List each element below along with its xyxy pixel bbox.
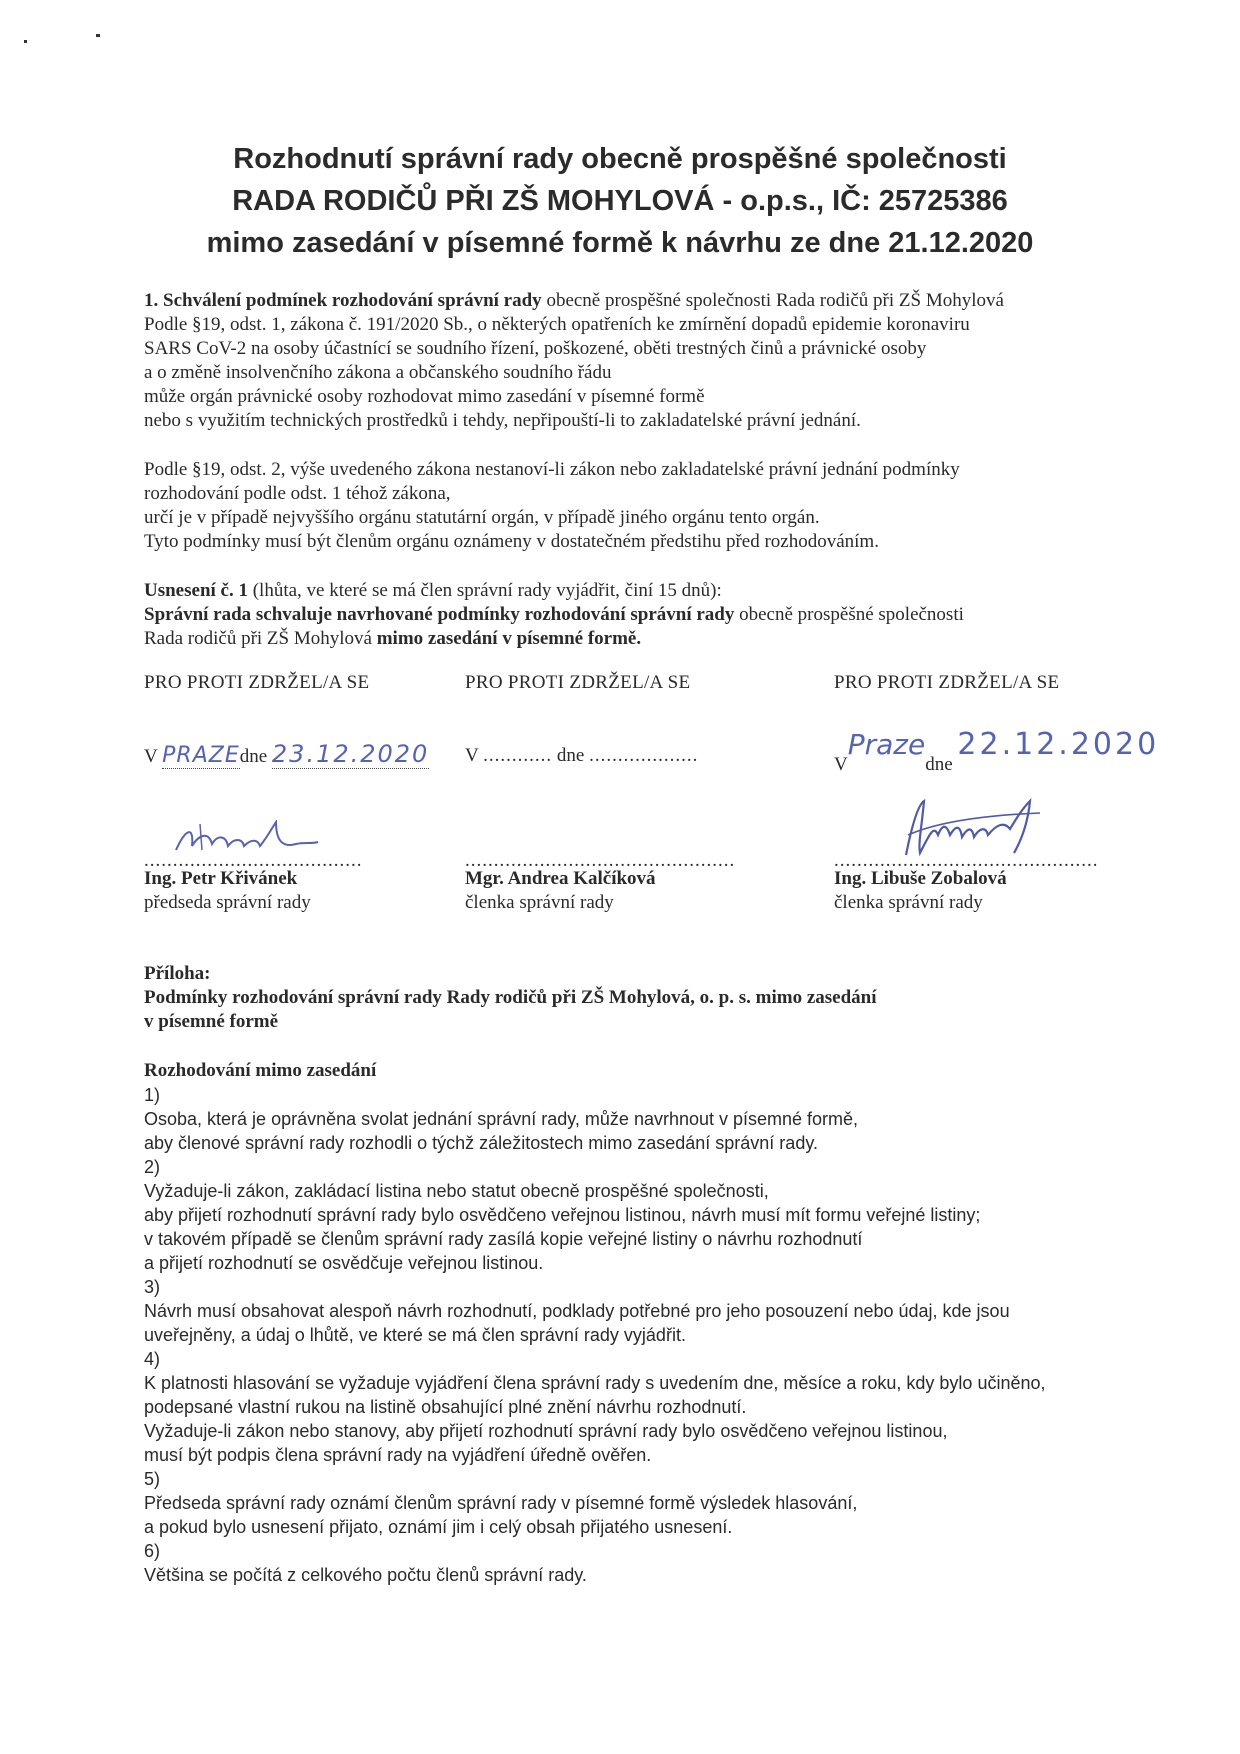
scan-speck [96, 34, 100, 37]
handwritten-date: 23.12.2020 [271, 740, 430, 768]
signatory-role-3: členka správní rady [834, 892, 983, 913]
signature-line-3: .............................................. [834, 850, 1099, 871]
appendix-item-line: aby členové správní rady rozhodli o týchž záležitostech mimo zasedání správní rady. [144, 1133, 818, 1153]
resolution-label: Usnesení č. 1 [144, 580, 248, 601]
section1-para2-line: určí je v případě nejvyššího orgánu statutární orgán, v případě jiného orgánu tento orgán. [144, 507, 820, 528]
section1-heading-rest: obecně prospěšné společnosti Rada rodičů při ZŠ Mohylová [541, 290, 1004, 311]
vote-options-member-1: PRO PROTI ZDRŽEL/A SE [144, 672, 370, 693]
resolution-company: Rada rodičů při ZŠ Mohylová [144, 628, 377, 649]
place-prefix: V [465, 745, 479, 766]
resolution-approval: Správní rada schvaluje navrhované podmínky rozhodování správní rady [144, 604, 735, 625]
appendix-item-line: Vyžaduje-li zákon nebo stanovy, aby přijetí rozhodnutí správní rady bylo osvědčeno veřejnou listinou, [144, 1421, 948, 1441]
appendix-item-line: podepsané vlastní rukou na listině obsahující plné znění návrhu rozhodnutí. [144, 1397, 747, 1417]
appendix-item-number: 6) [144, 1541, 161, 1561]
section1-para2-line: Tyto podmínky musí být členům orgánu oznámeny v dostatečném předstihu před rozhodováním. [144, 531, 879, 552]
appendix-label [144, 963, 211, 985]
resolution-label-rest: (lhůta, ve které se má člen správní rady vyjádřit, činí 15 dnů): [247, 580, 722, 601]
place-date-member-2 [465, 745, 698, 767]
appendix-section-heading-text: Rozhodování mimo zasedání [144, 1060, 377, 1081]
appendix-item-number: 4) [144, 1349, 161, 1369]
signatory-name-2: Mgr. Andrea Kalčíková [465, 868, 656, 889]
place-date-member-3 [834, 727, 1160, 775]
place-date-member-1 [144, 740, 429, 768]
appendix-item-line: a pokud bylo usnesení přijato, oznámí jim i celý obsah přijatého usnesení. [144, 1517, 733, 1537]
resolution-line-2 [144, 604, 964, 626]
appendix-title-text-2: v písemné formě [144, 1011, 279, 1032]
place-prefix: V [834, 754, 848, 775]
appendix-label-text: Příloha: [144, 963, 211, 984]
section1-heading: 1. Schválení podmínek rozhodování správní rady [144, 290, 542, 311]
section1-heading-line [144, 290, 1004, 312]
date-label: dne [556, 745, 585, 766]
appendix-title-line-2 [144, 1011, 278, 1033]
signatory-name-1: Ing. Petr Křivánek [144, 868, 298, 889]
title-line-3: mimo zasedání v písemné formě k návrhu ze dne 21.12.2020 [206, 227, 1034, 259]
section1-line: Podle §19, odst. 1, zákona č. 191/2020 Sb., o některých opatřeních ke zmírnění dopadů epidemie koronaviru [144, 314, 970, 335]
place-prefix: V [144, 746, 158, 767]
date-blank: ................... [589, 745, 699, 766]
appendix-item-number: 2) [144, 1157, 161, 1177]
appendix-item-line: Vyžaduje-li zákon, zakládací listina nebo statut obecně prospěšné společnosti, [144, 1181, 769, 1201]
signatory-name-3: Ing. Libuše Zobalová [834, 868, 1007, 889]
appendix-item-number: 5) [144, 1469, 161, 1489]
appendix-item-line: aby přijetí rozhodnutí správní rady bylo osvědčeno veřejnou listinou, návrh musí mít formu veřejné listiny; [144, 1205, 981, 1225]
appendix-item-line: musí být podpis člena správní rady na vyjádření úředně ověřen. [144, 1445, 652, 1465]
appendix-item-line: Většina se počítá z celkového počtu členů správní rady. [144, 1565, 587, 1585]
title-line-2: RADA RODIČŮ PŘI ZŠ MOHYLOVÁ - o.p.s., IČ: 25725386 [232, 185, 1008, 217]
place-blank: ............ [483, 745, 553, 766]
section1-line: může orgán právnické osoby rozhodovat mimo zasedání v písemné formě [144, 386, 705, 407]
appendix-item-line: uveřejněny, a údaj o lhůtě, ve které se má člen správní rady vyjádřit. [144, 1325, 686, 1345]
appendix-section-heading [144, 1060, 376, 1082]
appendix-item-line: Osoba, která je oprávněna svolat jednání správní rady, může navrhnout v písemné formě, [144, 1109, 859, 1129]
resolution-approval-rest: obecně prospěšné společnosti [734, 604, 964, 625]
date-label: dne [239, 746, 268, 767]
signature-line-1: ...................................... [144, 850, 363, 871]
handwritten-date: 22.12.2020 [957, 727, 1160, 762]
title-line-1: Rozhodnutí správní rady obecně prospěšné společnosti [233, 143, 1007, 175]
handwritten-signature-3 [900, 795, 1050, 865]
appendix-item-line: a přijetí rozhodnutí se osvědčuje veřejnou listinou. [144, 1253, 544, 1273]
appendix-title-text-1: Podmínky rozhodování správní rady Rady rodičů při ZŠ Mohylová, o. p. s. mimo zasedání [144, 987, 877, 1008]
vote-options-member-2: PRO PROTI ZDRŽEL/A SE [465, 672, 691, 693]
resolution-form: mimo zasedání v písemné formě. [376, 628, 642, 649]
date-label: dne [925, 754, 953, 775]
handwritten-place: Praze [847, 728, 926, 761]
appendix-item-line: Předseda správní rady oznámí členům správní rady v písemné formě výsledek hlasování, [144, 1493, 858, 1513]
section1-line: SARS CoV-2 na osoby účastnící se soudního řízení, poškozené, oběti trestných činů a právnické osoby [144, 338, 927, 359]
section1-para2-line: rozhodování podle odst. 1 téhož zákona, [144, 483, 451, 504]
resolution-line-1 [144, 580, 722, 602]
resolution-line-3 [144, 628, 641, 650]
appendix-item-number: 1) [144, 1085, 161, 1105]
scan-speck [24, 40, 27, 43]
appendix-title-line-1 [144, 987, 877, 1009]
section1-line: nebo s využitím technických prostředků i tehdy, nepřipouští-li to zakladatelské právní jednání. [144, 410, 861, 431]
vote-options-member-3: PRO PROTI ZDRŽEL/A SE [834, 672, 1060, 693]
appendix-item-line: K platnosti hlasování se vyžaduje vyjádření člena správní rady s uvedením dne, měsíce a roku, kdy bylo učiněno, [144, 1373, 1046, 1393]
signature-line-2: ............................................... [465, 850, 736, 871]
section1-para2-line: Podle §19, odst. 2, výše uvedeného zákona nestanoví-li zákon nebo zakladatelské právní jednání podmínky [144, 459, 960, 480]
appendix-item-number: 3) [144, 1277, 161, 1297]
appendix-item-line: v takovém případě se členům správní rady zasílá kopie veřejné listiny o návrhu rozhodnutí [144, 1229, 863, 1249]
section1-line: a o změně insolvenčního zákona a občanského soudního řádu [144, 362, 612, 383]
appendix-item-line: Návrh musí obsahovat alespoň návrh rozhodnutí, podklady potřebné pro jeho posouzení nebo údaj, kde jsou [144, 1301, 1010, 1321]
signatory-role-1: předseda správní rady [144, 892, 311, 913]
handwritten-place: PRAZE [162, 743, 240, 768]
signatory-role-2: členka správní rady [465, 892, 614, 913]
handwritten-signature-1 [172, 820, 322, 860]
